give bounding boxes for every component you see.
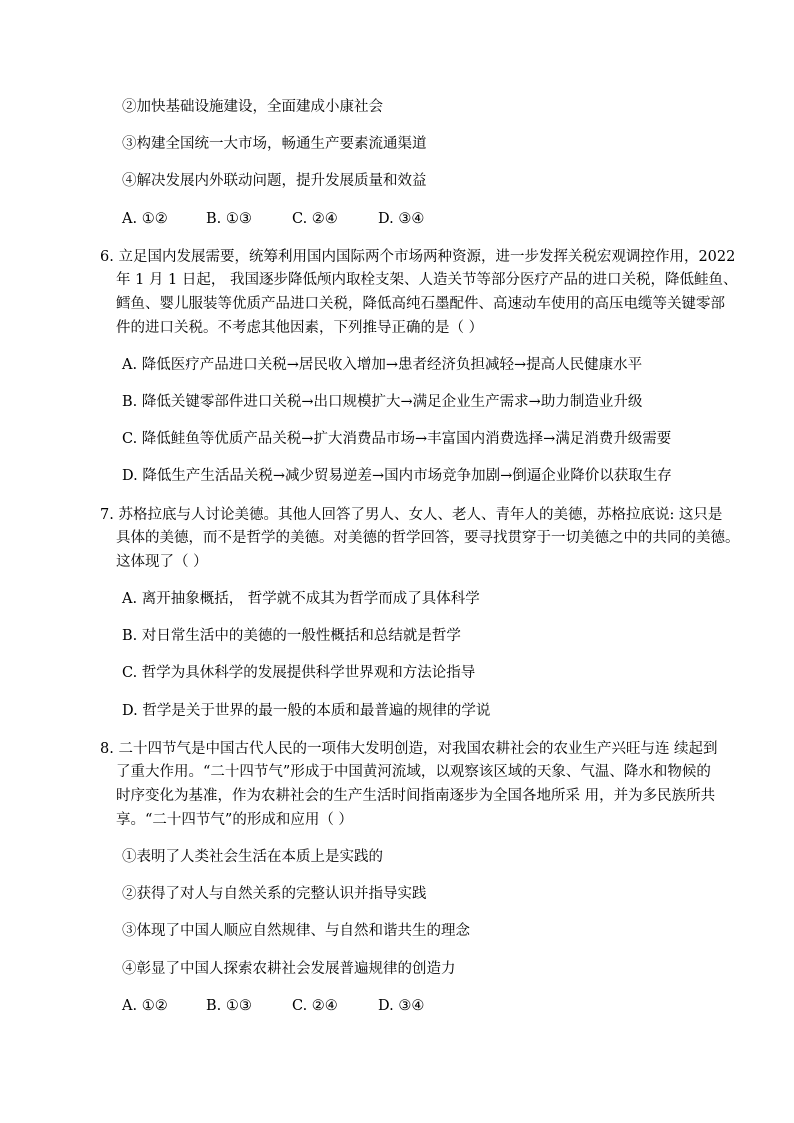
q6-option-c: C. 降低鲑鱼等优质产品关税→扩大消费品市场→丰富国内消费选择→满足消费升级需要: [122, 431, 672, 447]
q5-choice-b: B. ①③: [206, 211, 252, 227]
q5-statement-4: ④解决发展内外联动问题，提升发展质量和效益: [122, 173, 427, 189]
q8-stem-line-2: 了重大作用。“二十四节气”形成于中国黄河流域，以观察该区域的天象、气温、降水和物候的: [116, 764, 711, 780]
q8-choice-d: D. ③④: [378, 998, 425, 1014]
q8-statement-1: ①表明了人类社会生活在本质上是实践的: [122, 849, 383, 865]
q8-stem-line-4: 享。“二十四节气”的形成和应用（ ）: [116, 812, 353, 828]
q8-choices: [122, 996, 424, 1016]
q7-option-d: D. 哲学是关于世界的最一般的本质和最普遍的规律的学说: [122, 703, 491, 719]
q8-stem-line-3: 时序变化为基准，作为农耕社会的生产生活时间指南逐步为全国各地所采 用，并为多民族所共: [116, 788, 716, 804]
q5-choice-a: A. ①②: [122, 211, 168, 227]
q6-stem-line-4: 件的进口关税。不考虑其他因素，下列推导正确的是（ ）: [116, 320, 484, 336]
q8-choice-a: A. ①②: [122, 998, 168, 1014]
q5-choice-d: D. ③④: [378, 211, 425, 227]
q8-statement-4: ④彰显了中国人探索农耕社会发展普遍规律的创造力: [122, 961, 456, 977]
q6-option-a: A. 降低医疗产品进口关税→居民收入增加→患者经济负担减轻→提高人民健康水平: [122, 357, 643, 373]
q6-option-d: D. 降低生产生活品关税→减少贸易逆差→国内市场竞争加剧→倒逼企业降价以获取生存: [122, 468, 672, 484]
q7-option-b: B. 对日常生活中的美德的一般性概括和总结就是哲学: [122, 628, 461, 644]
q8-stem-line-1: 8. 二十四节气是中国古代人民的一项伟大发明创造，对我国农耕社会的农业生产兴旺与连 续起到: [100, 741, 718, 757]
q8-statement-2: ②获得了对人与自然关系的完整认识并指导实践: [122, 886, 427, 902]
q5-statement-3: ③构建全国统一大市场，畅通生产要素流通渠道: [122, 136, 427, 152]
q5-statement-2: ②加快基础设施建设，全面建成小康社会: [122, 99, 383, 115]
q5-choices: [122, 209, 424, 229]
q7-stem-line-2: 具体的美德，而不是哲学的美德。对美德的哲学回答，要寻找贯穿于一切美德之中的共同的美德。: [116, 530, 740, 546]
q5-choice-c: C. ②④: [292, 211, 338, 227]
q8-statement-3: ③体现了中国人顺应自然规律、与自然和谐共生的理念: [122, 923, 470, 939]
q7-option-c: C. 哲学为具休科学的发展提供科学世界观和方法论指导: [122, 665, 476, 681]
q6-option-b: B. 降低关键零部件进口关税→出口规模扩大→满足企业生产需求→助力制造业升级: [122, 394, 643, 410]
q8-choice-c: C. ②④: [292, 998, 338, 1014]
q7-stem-line-1: 7. 苏格拉底与人讨论美德。其他人回答了男人、女人、老人、青年人的美德，苏格拉底说: 这只是: [100, 507, 723, 523]
q6-stem-line-3: 鳕鱼、婴儿服装等优质产品进口关税，降低高纯石墨配件、高速动车使用的高压电缆等关键零部: [116, 296, 725, 312]
q7-option-a: A. 离开抽象概括， 哲学就不成其为哲学而成了具体科学: [122, 591, 480, 607]
q6-stem-line-2: 年 1 月 1 日起， 我国逐步降低颅内取栓支架、人造关节等部分医疗产品的进口关税，降低鲑鱼、: [116, 272, 738, 288]
q8-choice-b: B. ①③: [206, 998, 252, 1014]
q7-stem-line-3: 这体现了（ ）: [116, 554, 208, 570]
q6-stem-line-1: 6. 立足国内发展需要，统筹利用国内国际两个市场两种资源，进一步发挥关税宏观调控作用，2022: [100, 249, 736, 265]
